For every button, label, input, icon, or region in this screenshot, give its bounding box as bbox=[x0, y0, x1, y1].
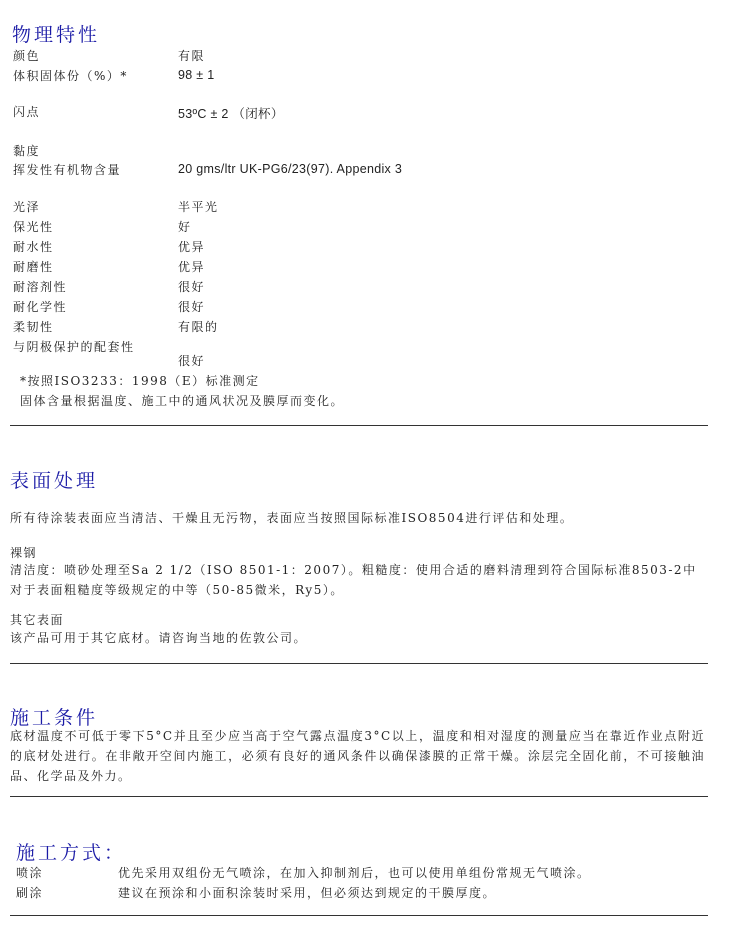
other-surfaces-title: 其它表面 bbox=[10, 613, 65, 627]
label-cathodic-protection: 与阴极保护的配套性 bbox=[13, 340, 135, 354]
label-gloss: 光泽 bbox=[13, 200, 41, 214]
value-gloss: 半平光 bbox=[178, 200, 219, 214]
divider-3 bbox=[10, 796, 708, 797]
value-gloss-retention: 好 bbox=[178, 220, 192, 234]
method-spray-label: 喷涂 bbox=[16, 866, 44, 880]
other-surfaces-text: 该产品可用于其它底材。请咨询当地的佐敦公司。 bbox=[10, 631, 308, 645]
conditions-text: 底材温度不可低于零下5°C并且至少应当高于空气露点温度3°C以上，温度和相对湿度的测量应当在靠近作业点附近的底材处进行。在非敞开空间内施工，必须有良好的通风条件以确保漆膜的正常干燥。涂层完全固化前，不可接触油品、化学品及外力。 bbox=[10, 729, 705, 783]
divider-2 bbox=[10, 663, 708, 664]
surface-intro: 所有待涂装表面应当清洁、干燥且无污物，表面应当按照国际标准ISO8504进行评估和处理。 bbox=[10, 511, 574, 525]
conditions-title: 施工条件 bbox=[10, 707, 99, 729]
label-abrasion-resistance: 耐磨性 bbox=[13, 260, 54, 274]
steel-title: 裸钢 bbox=[10, 546, 38, 560]
value-volume-solids: 98 ± 1 bbox=[178, 68, 215, 82]
label-solvent-resistance: 耐溶剂性 bbox=[13, 280, 68, 294]
divider-1 bbox=[10, 425, 708, 426]
value-voc: 20 gms/ltr UK-PG6/23(97). Appendix 3 bbox=[178, 162, 403, 176]
methods-title: 施工方式： bbox=[16, 842, 127, 864]
method-spray-text: 优先采用双组份无气喷涂，在加入抑制剂后，也可以使用单组份常规无气喷涂。 bbox=[118, 866, 591, 880]
label-water-resistance: 耐水性 bbox=[13, 240, 54, 254]
label-volume-solids: 体积固体份（%）* bbox=[13, 69, 128, 83]
label-gloss-retention: 保光性 bbox=[13, 220, 54, 234]
value-flexibility: 有限的 bbox=[178, 320, 219, 334]
label-chemical-resistance: 耐化学性 bbox=[13, 300, 68, 314]
label-color: 颜色 bbox=[13, 49, 41, 63]
value-flash-point: 53ºC ± 2 （闭杯） bbox=[178, 107, 284, 121]
value-abrasion-resistance: 优异 bbox=[178, 260, 206, 274]
footnote-iso: *按照ISO3233：1998（E）标准测定 bbox=[20, 374, 260, 388]
value-color: 有限 bbox=[178, 49, 206, 63]
method-brush-label: 刷涂 bbox=[16, 886, 44, 900]
steel-text: 清洁度：喷砂处理至Sa 2 1/2（ISO 8501-1：2007）。粗糙度：使用合适的磨料清理到符合国际标准8503-2中对于表面粗糙度等级规定的中等（50-85微米，Ry5）。 bbox=[10, 563, 697, 597]
value-chemical-resistance: 很好 bbox=[178, 300, 206, 314]
surface-title: 表面处理 bbox=[10, 470, 99, 492]
value-solvent-resistance: 很好 bbox=[178, 280, 206, 294]
footnote-solids: 固体含量根据温度、施工中的通风状况及膜厚而变化。 bbox=[20, 394, 345, 408]
method-brush-text: 建议在预涂和小面积涂装时采用，但必须达到规定的干膜厚度。 bbox=[118, 886, 497, 900]
value-cathodic-protection: 很好 bbox=[178, 354, 206, 368]
label-flexibility: 柔韧性 bbox=[13, 320, 54, 334]
label-flash-point: 闪点 bbox=[13, 105, 41, 119]
divider-4 bbox=[10, 915, 708, 916]
label-voc: 挥发性有机物含量 bbox=[13, 163, 122, 177]
value-water-resistance: 优异 bbox=[178, 240, 206, 254]
physical-title: 物理特性 bbox=[12, 24, 101, 46]
label-viscosity: 黏度 bbox=[13, 144, 41, 158]
